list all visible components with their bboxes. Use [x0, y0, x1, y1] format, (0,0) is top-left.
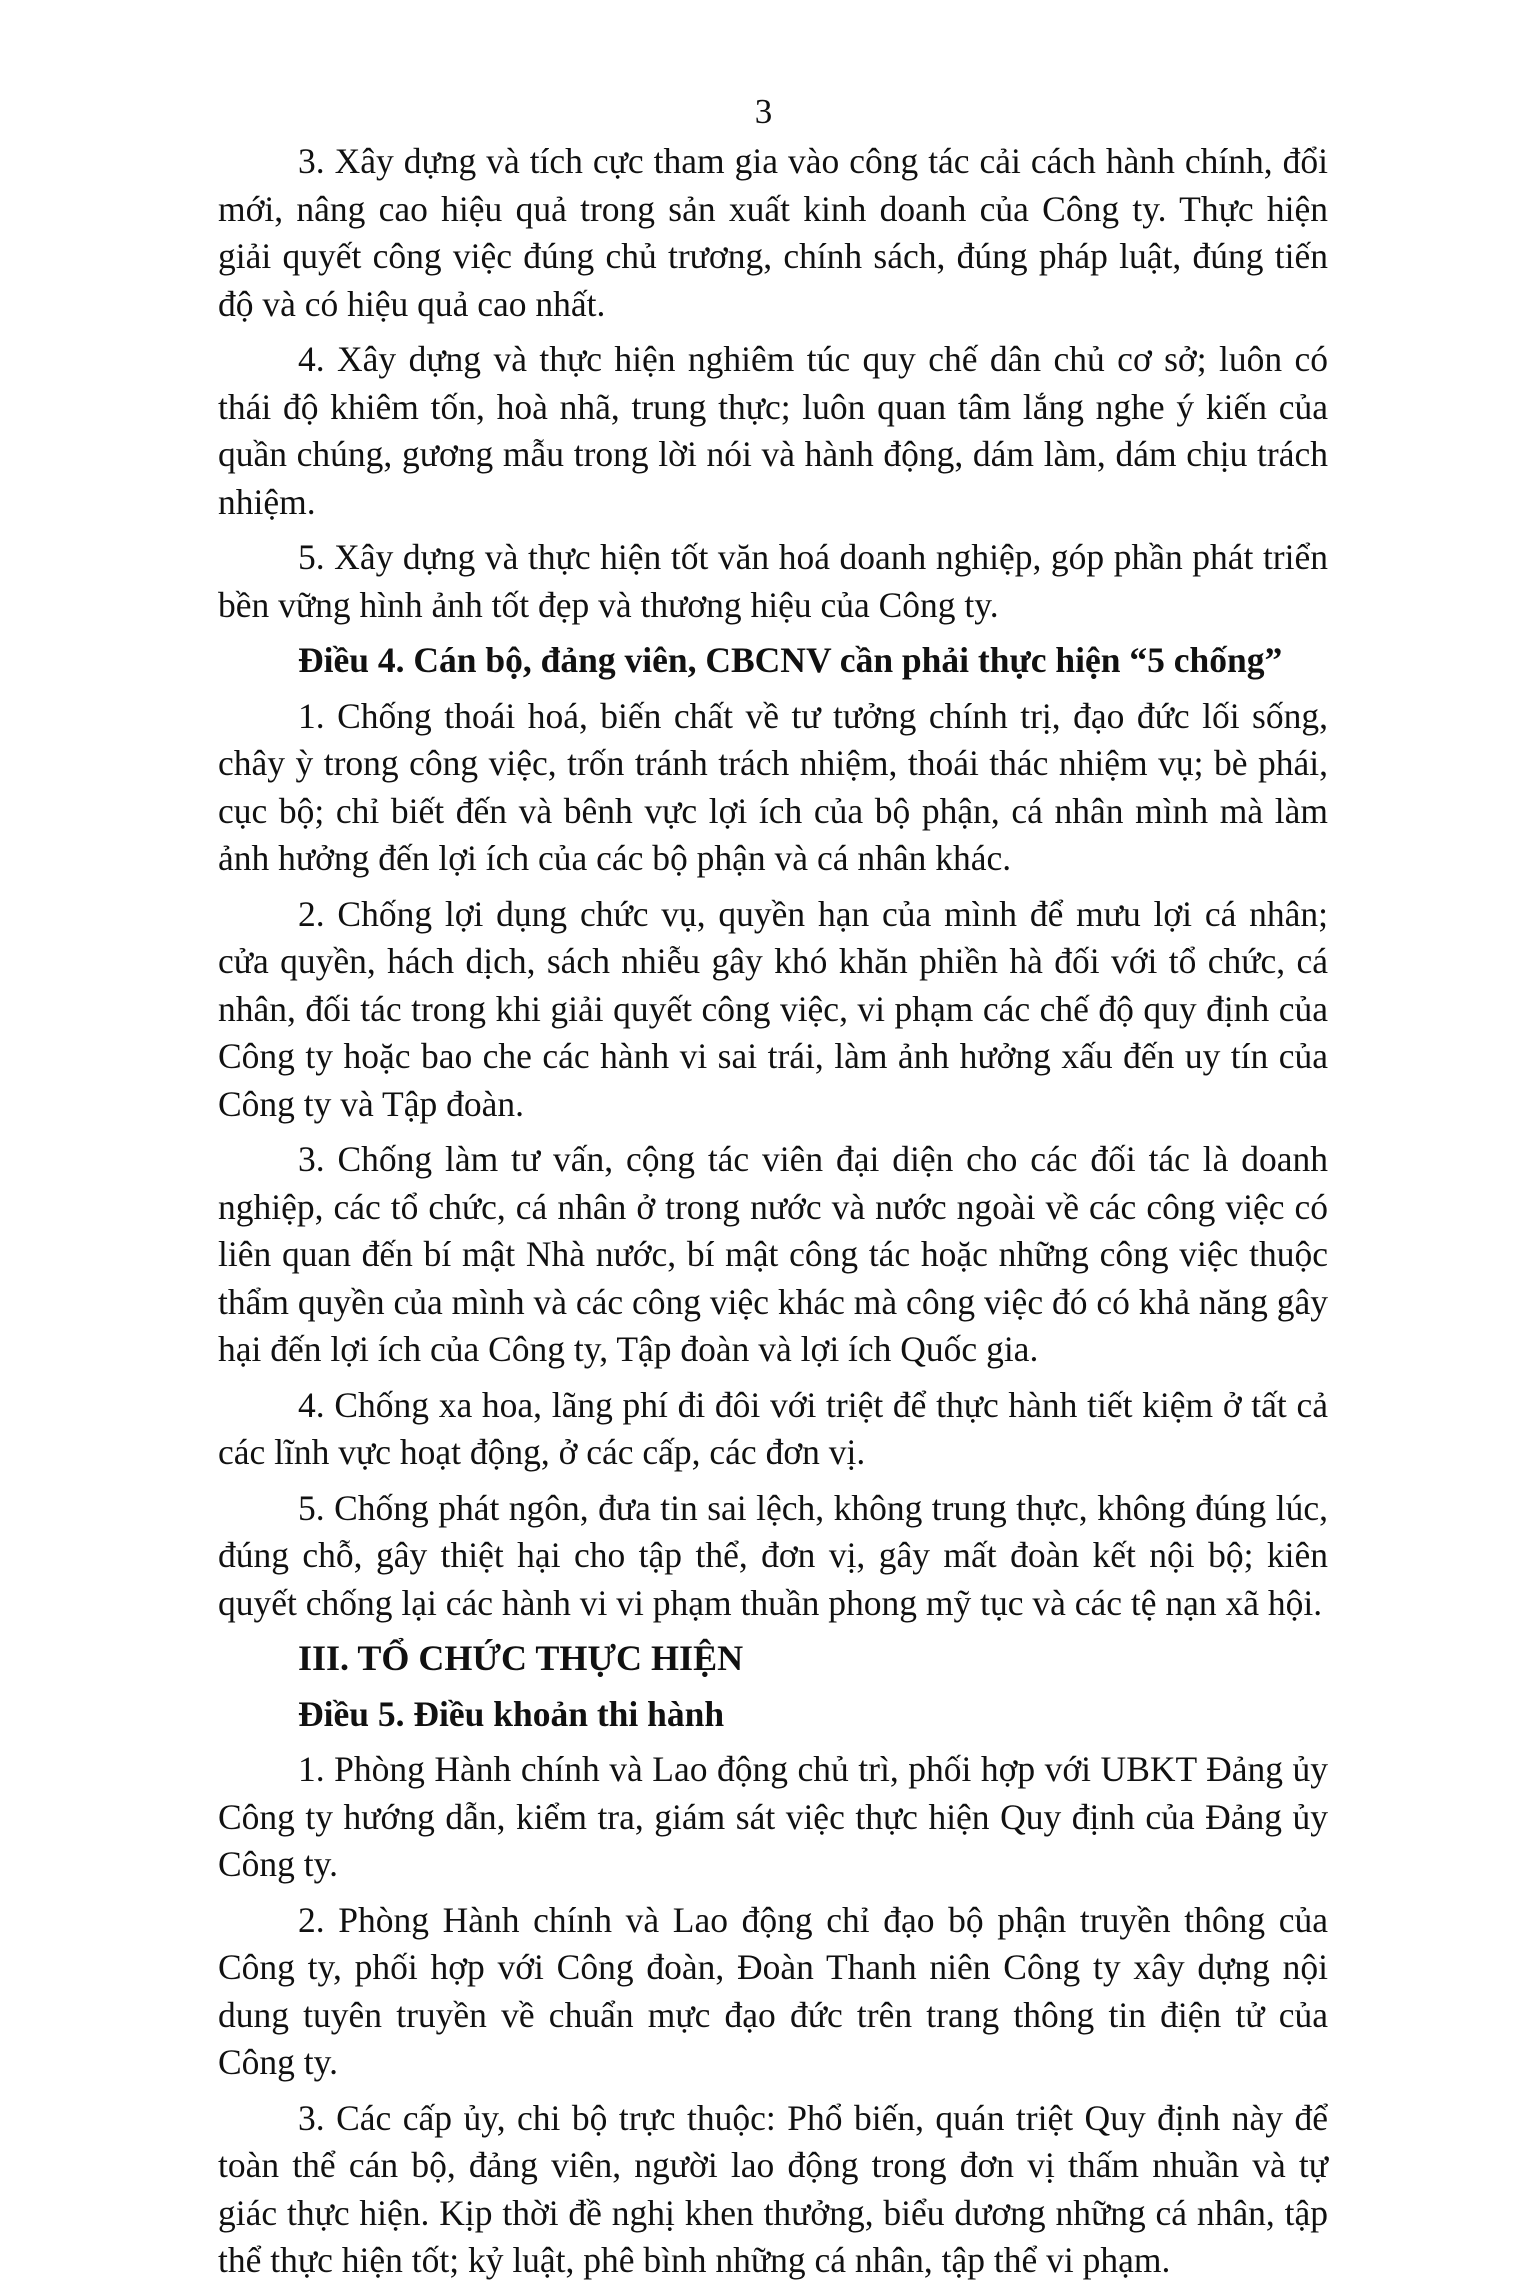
- page-number: 3: [754, 92, 773, 131]
- heading-section-iii: III. TỔ CHỨC THỰC HIỆN: [298, 1638, 744, 1678]
- heading-dieu-5: Điều 5. Điều khoản thi hành: [298, 1693, 725, 1734]
- para-dieu3-item4: 4. Xây dựng và thực hiện nghiêm túc quy chế dân chủ cơ sở; luôn có thái độ khiêm tốn, hoà nhã, trung thực; luôn quan tâm lắng nghe ý kiến của quần chúng, gương mẫu trong lời nói và hành động, dám làm, dám chịu trách nhiệm.: [218, 339, 1328, 522]
- para-dieu3-item5: 5. Xây dựng và thực hiện tốt văn hoá doanh nghiệp, góp phần phát triển bền vững hình ảnh tốt đẹp và thương hiệu của Công ty.: [218, 537, 1328, 625]
- heading-dieu-4: Điều 4. Cán bộ, đảng viên, CBCNV cần phải thực hiện “5 chống”: [298, 640, 1283, 680]
- para-dieu4-item1: 1. Chống thoái hoá, biến chất về tư tưởng chính trị, đạo đức lối sống, chây ỳ trong công việc, trốn tránh trách nhiệm, thoái thác nhiệm vụ; bè phái, cục bộ; chỉ biết đến và bênh vực lợi ích của bộ phận, cá nhân mình mà làm ảnh hưởng đến lợi ích của các bộ phận và cá nhân khác.: [218, 695, 1328, 878]
- para-dieu3-item3: 3. Xây dựng và tích cực tham gia vào công tác cải cách hành chính, đổi mới, nâng cao hiệu quả trong sản xuất kinh doanh của Công ty. Thực hiện giải quyết công việc đúng chủ trương, chính sách, đúng pháp luật, đúng tiến độ và có hiệu quả cao nhất.: [218, 141, 1328, 324]
- para-dieu5-item3: 3. Các cấp ủy, chi bộ trực thuộc: Phổ biến, quán triệt Quy định này để toàn thể cán bộ, đảng viên, người lao động trong đơn vị thấm nhuần và tự giác thực hiện. Kịp thời đề nghị khen thưởng, biểu dương những cá nhân, tập thể thực hiện tốt; kỷ luật, phê bình những cá nhân, tập thể vi phạm.: [218, 2097, 1328, 2280]
- para-dieu4-item3: 3. Chống làm tư vấn, cộng tác viên đại diện cho các đối tác là doanh nghiệp, các tổ chức, cá nhân ở trong nước và nước ngoài về các công việc có liên quan đến bí mật Nhà nước, bí mật công tác hoặc những công việc thuộc thẩm quyền của mình và các công việc khác mà công việc đó có khả năng gây hại đến lợi ích của Công ty, Tập đoàn và lợi ích Quốc gia.: [218, 1139, 1328, 1369]
- para-dieu4-item4: 4. Chống xa hoa, lãng phí đi đôi với triệt để thực hành tiết kiệm ở tất cả các lĩnh vực hoạt động, ở các cấp, các đơn vị.: [218, 1384, 1328, 1472]
- para-dieu5-item2: 2. Phòng Hành chính và Lao động chỉ đạo bộ phận truyền thông của Công ty, phối hợp với Công đoàn, Đoàn Thanh niên Công ty xây dựng nội dung tuyên truyền về chuẩn mực đạo đức trên trang thông tin điện tử của Công ty.: [218, 1899, 1328, 2082]
- document-body: [218, 138, 1328, 2293]
- para-dieu4-item2: 2. Chống lợi dụng chức vụ, quyền hạn của mình để mưu lợi cá nhân; cửa quyền, hách dịch, sách nhiễu gây khó khăn phiền hà đối với tổ chức, cá nhân, đối tác trong khi giải quyết công việc, vi phạm các chế độ quy định của Công ty hoặc bao che các hành vi sai trái, làm ảnh hưởng xấu đến uy tín của Công ty và Tập đoàn.: [218, 893, 1328, 1124]
- para-dieu4-item5: 5. Chống phát ngôn, đưa tin sai lệch, không trung thực, không đúng lúc, đúng chỗ, gây thiệt hại cho tập thể, đơn vị, gây mất đoàn kết nội bộ; kiên quyết chống lại các hành vi vi phạm thuần phong mỹ tục và các tệ nạn xã hội.: [218, 1487, 1328, 1623]
- para-dieu5-item1: 1. Phòng Hành chính và Lao động chủ trì, phối hợp với UBKT Đảng ủy Công ty hướng dẫn, kiểm tra, giám sát việc thực hiện Quy định của Đảng ủy Công ty.: [218, 1749, 1328, 1884]
